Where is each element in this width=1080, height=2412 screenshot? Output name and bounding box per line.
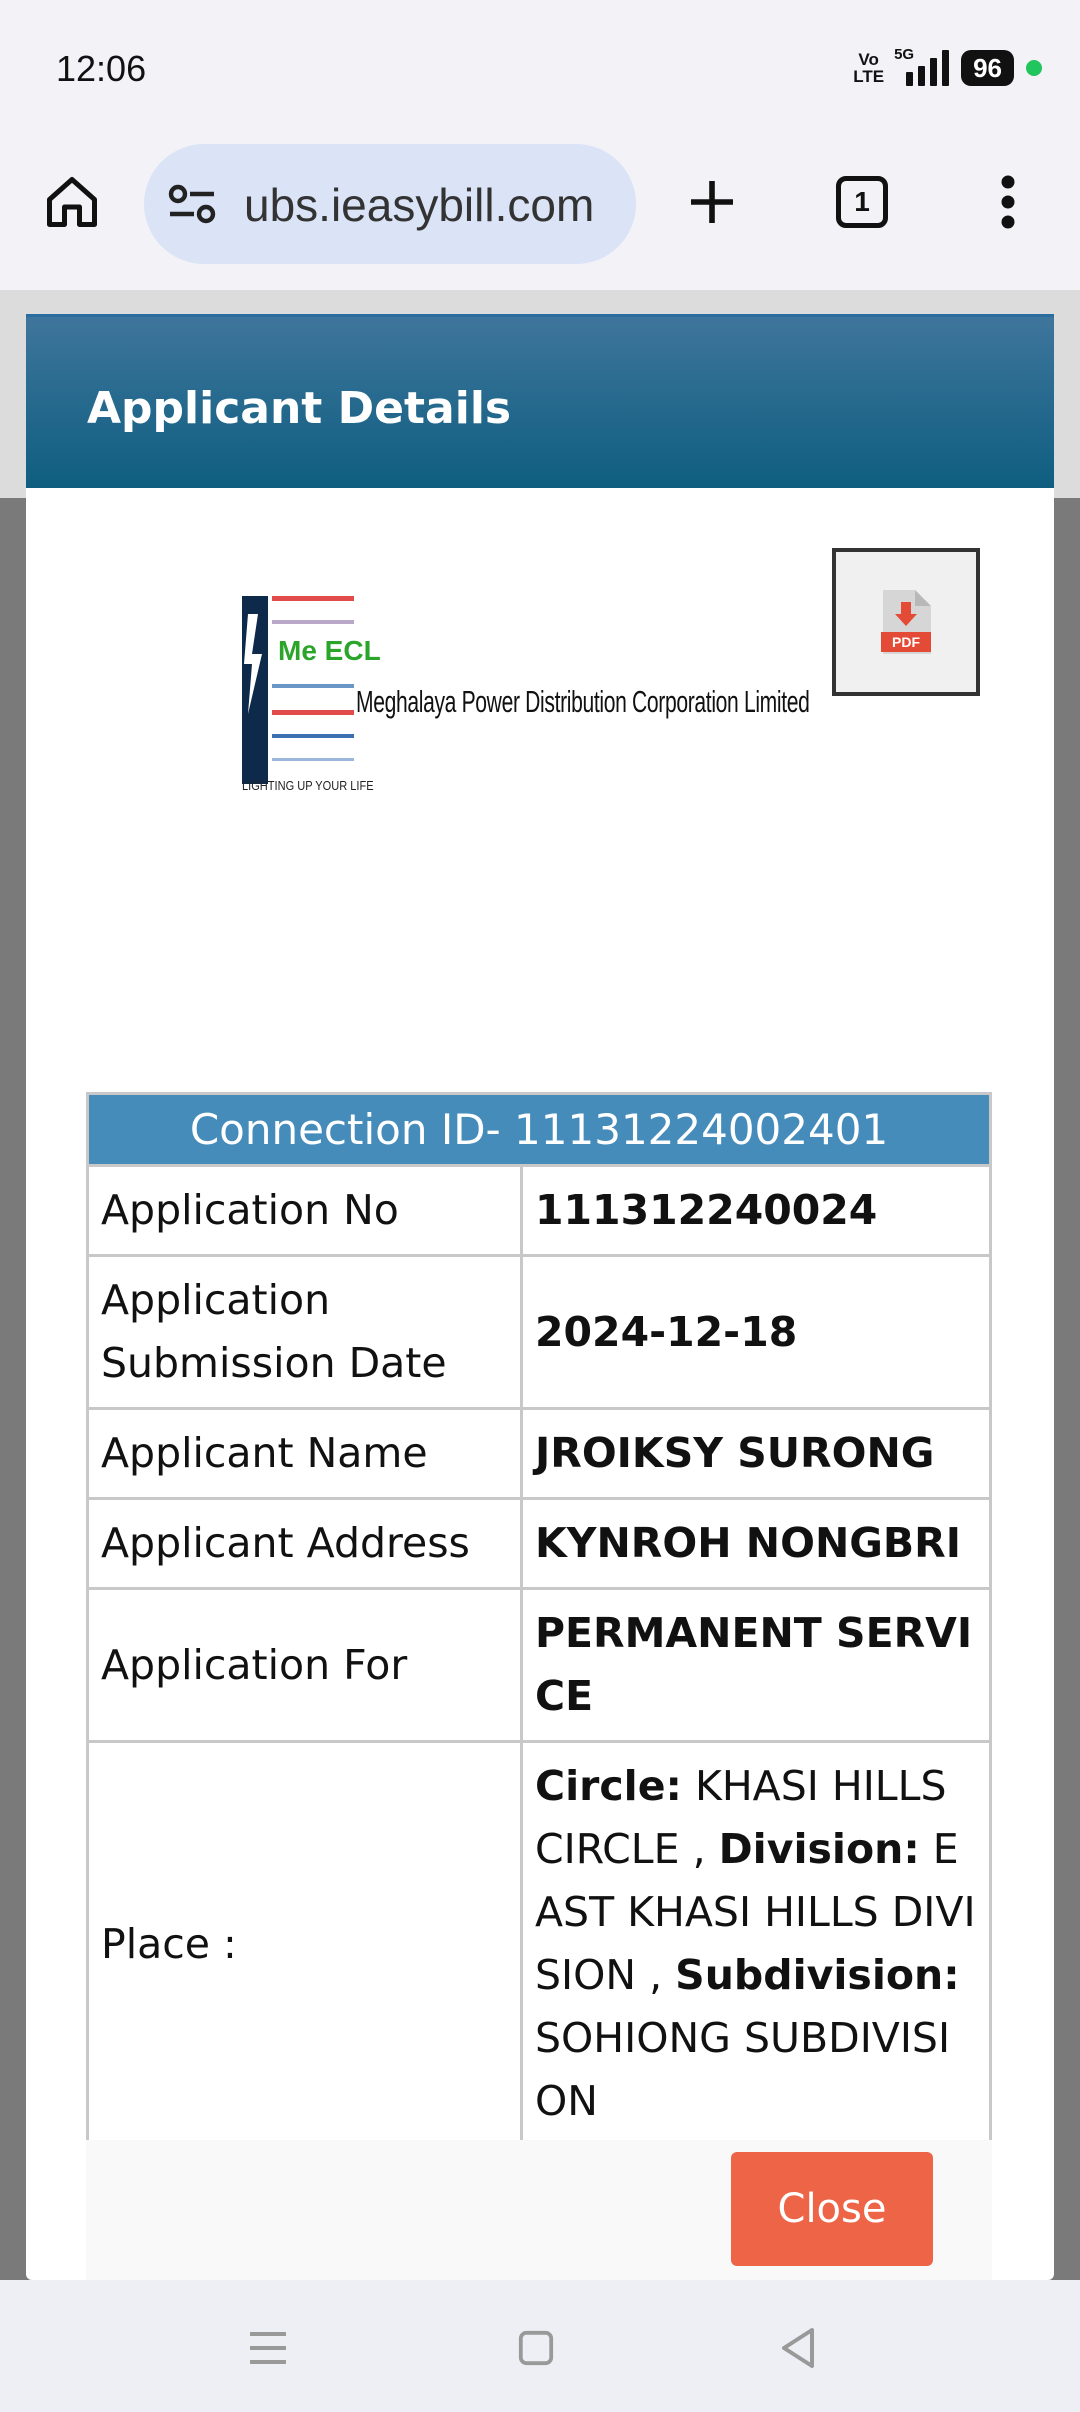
row-value: KYNROH NONGBRI bbox=[522, 1499, 991, 1589]
row-value: PERMANENT SERVICE bbox=[522, 1589, 991, 1742]
home-icon bbox=[42, 172, 102, 232]
more-menu-button[interactable] bbox=[972, 166, 1044, 238]
table-row bbox=[88, 1589, 991, 1742]
division-label: Division: bbox=[718, 1825, 920, 1873]
site-settings-icon[interactable] bbox=[166, 182, 218, 226]
square-icon bbox=[517, 2329, 555, 2367]
url-text: ubs.ieasybill.com bbox=[244, 179, 595, 231]
svg-text:PDF: PDF bbox=[892, 634, 920, 650]
details-table bbox=[86, 1092, 992, 2148]
subdivision-label: Subdivision: bbox=[675, 1951, 960, 1999]
row-label: Application No bbox=[88, 1166, 522, 1256]
table-row bbox=[88, 1256, 991, 1409]
tab-switcher-button[interactable] bbox=[826, 166, 898, 238]
pdf-icon bbox=[879, 588, 933, 656]
logo-tagline: LIGHTING UP YOUR LIFE bbox=[242, 778, 374, 793]
address-bar[interactable] bbox=[144, 144, 636, 264]
download-pdf-button[interactable] bbox=[832, 548, 980, 696]
volte-icon: Vo LTE bbox=[853, 50, 885, 86]
home-button[interactable] bbox=[36, 166, 108, 238]
division-value: EAST KHASI HILLS DIVISION , bbox=[535, 1825, 976, 1999]
table-row-place bbox=[88, 1742, 991, 2147]
company-logo bbox=[214, 594, 810, 814]
home-nav-button[interactable] bbox=[500, 2312, 572, 2384]
row-label: Applicant Name bbox=[88, 1409, 522, 1499]
circle-value: KHASI HILLS CIRCLE , bbox=[535, 1762, 947, 1873]
row-label: Applicant Address bbox=[88, 1499, 522, 1589]
status-bar bbox=[0, 0, 1080, 140]
meecl-logo-mark bbox=[242, 594, 381, 794]
table-row bbox=[88, 1409, 991, 1499]
svg-text:Me ECL: Me ECL bbox=[278, 635, 381, 666]
more-vert-icon bbox=[998, 172, 1018, 232]
modal-title: Applicant Details bbox=[87, 383, 512, 434]
row-value: 2024-12-18 bbox=[522, 1256, 991, 1409]
network-type: 5G bbox=[894, 46, 915, 63]
status-time: 12:06 bbox=[56, 48, 147, 89]
back-triangle-icon bbox=[778, 2326, 818, 2370]
table-row bbox=[88, 1166, 991, 1256]
signal-icon bbox=[894, 46, 949, 86]
place-value bbox=[522, 1742, 991, 2147]
plus-icon bbox=[684, 174, 740, 230]
battery-icon: 96 bbox=[961, 50, 1014, 86]
subdivision-value: SOHIONG SUBDIVISION bbox=[535, 2014, 951, 2125]
modal-header bbox=[26, 314, 1054, 488]
back-nav-button[interactable] bbox=[762, 2312, 834, 2384]
row-value: 111312240024 bbox=[522, 1166, 991, 1256]
row-value: JROIKSY SURONG bbox=[522, 1409, 991, 1499]
connection-id-header: Connection ID- 11131224002401 bbox=[88, 1094, 991, 1166]
browser-toolbar bbox=[0, 140, 1080, 290]
logo-company-name: Meghalaya Power Distribution Corporation Limited bbox=[356, 684, 810, 719]
recents-button[interactable] bbox=[232, 2312, 304, 2384]
status-icons bbox=[853, 46, 1042, 86]
tab-switcher-icon: 1 bbox=[836, 176, 888, 228]
system-nav-bar bbox=[0, 2280, 1080, 2412]
applicant-details-modal bbox=[26, 314, 1054, 2280]
privacy-indicator-dot bbox=[1026, 60, 1042, 76]
circle-label: Circle: bbox=[535, 1762, 682, 1810]
row-label: Application Submission Date bbox=[88, 1256, 522, 1409]
row-label: Application For bbox=[88, 1589, 522, 1742]
place-label: Place : bbox=[88, 1742, 522, 2147]
table-row bbox=[88, 1499, 991, 1589]
menu-lines-icon bbox=[248, 2330, 288, 2366]
new-tab-button[interactable] bbox=[676, 166, 748, 238]
close-button[interactable]: Close bbox=[731, 2152, 933, 2266]
